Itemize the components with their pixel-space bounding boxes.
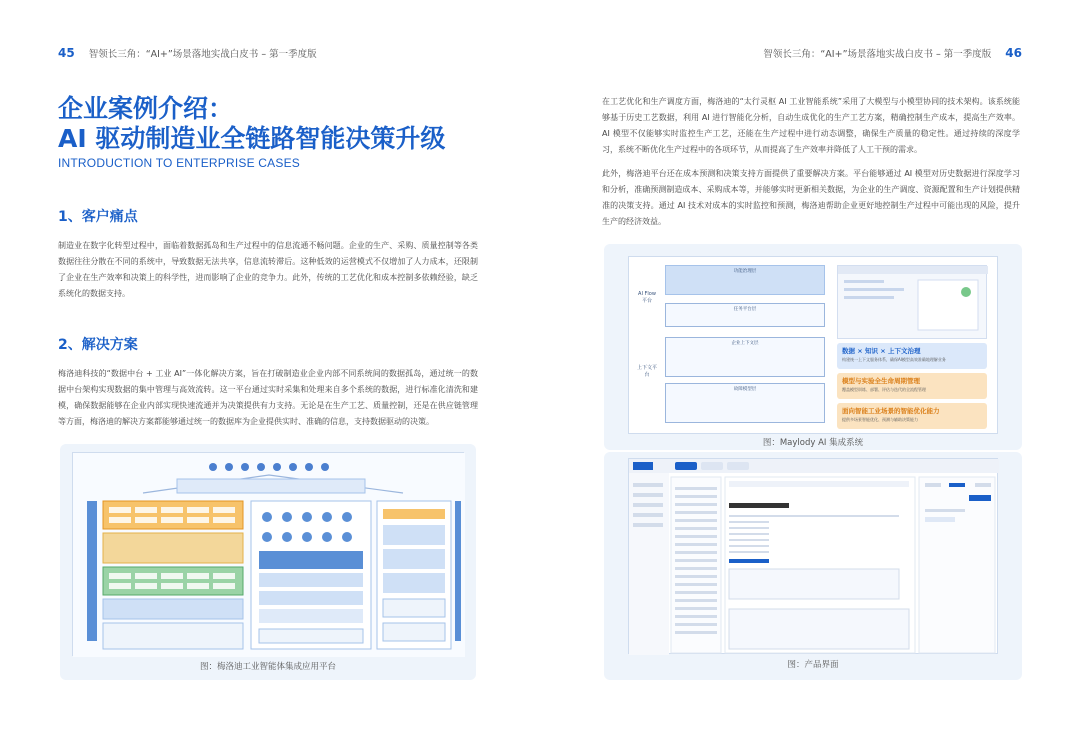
header-title: 智领长三角：“AI+”场景落地实战白皮书 – 第一季度版: [88, 49, 317, 60]
section-heading-pain-points: 1、客户痛点: [58, 209, 138, 225]
figure-caption-platform: 图：梅洛迪工业智能体集成应用平台: [199, 662, 336, 672]
section-text-pain-points: 制造业在数字化转型过程中，面临着数据孤岛和生产过程中的信息流通不畅问题。企业的生产、采购、质量控制等各类数据往往分散在不同的系统中，导致数据无法共享，信息流转滞后。这种低效的运营模式不仅增加了人力成本，还限制了企业在生产效率和决策上的科学性，进而影响了企业的竞争力。此外，传统的工艺优化和成本控制多依赖经验，缺乏系统化的数据支持。: [58, 241, 478, 298]
right-page: [540, 0, 1080, 738]
figure-product-ui: [604, 452, 1022, 680]
box-context-layer: 企业上下文层: [665, 337, 825, 377]
platform-diagram-image: [72, 452, 464, 656]
side-label-context: 上下文平台: [637, 365, 658, 378]
page-number: 45: [58, 46, 75, 60]
product-ui-screenshot: [628, 458, 998, 654]
page-title-line2: AI 驱动制造业全链路智能决策升级: [58, 124, 446, 153]
paragraph-cost-prediction: 此外，梅洛迪平台还在成本预测和决策支持方面提供了重要解决方案。平台能够通过 AI 模型对历史数据进行深度学习和分析，准确预测制造成本、采购成本等，并能够实时更新相关数据，为企业的生产调度、资源配置和生产计划提供精准的决策支持。通过 AI 技术对成本的实时监控和预测，梅洛迪帮助企业更好地控制生产过程中可能出现的风险，提升生产的经济效益。: [602, 169, 1020, 226]
header-title: 智领长三角：“AI+”场景落地实战白皮书 – 第一季度版: [763, 49, 992, 60]
section-text-solution: 梅洛迪科技的“数据中台 + 工业 AI”一体化解决方案，旨在打破制造业企业内部不同系统间的数据孤岛，通过统一的数据中台架构实现数据的集中管理与高效流转。这一平台通过实时采集和处理来自多个系统的数据，进行标准化清洗和建模，确保数据能够在企业内部实现快速流通并为决策提供有力支持。无论是在生产工艺、质量控制，还是在供应链管理等方面，梅洛迪的解决方案都能够通过统一的数据库为企业提供实时、准确的信息，支持数据驱动的决策。: [58, 369, 478, 426]
figure-ai-system: [604, 244, 1022, 450]
callout-model-lifecycle: 模型与实验全生命周期管理 覆盖模型训练、部署、评估与迭代的全流程管理: [837, 373, 987, 399]
box-fault-layer: 故障模型层: [665, 383, 825, 423]
box-task-layer: 任务平台层: [665, 303, 825, 327]
page-number: 46: [1005, 46, 1022, 60]
side-label-aiflow: AI Flow 平台: [638, 291, 656, 304]
page-header: [763, 46, 1022, 60]
box-function-layer: 功能治理层: [665, 265, 825, 295]
ai-system-screenshot: [837, 265, 987, 339]
page-title-english: INTRODUCTION TO ENTERPRISE CASES: [58, 156, 300, 170]
platform-diagram-icon: [73, 453, 465, 657]
ai-system-diagram: [628, 256, 998, 434]
page-header: [58, 46, 317, 60]
figure-caption-ai-system: 图：Maylody AI 集成系统: [762, 438, 864, 448]
section-heading-solution: 2、解决方案: [58, 337, 138, 353]
screenshot-icon: [838, 266, 988, 340]
callout-data-knowledge: 数据 × 知识 × 上下文治理 构建统一上下文服务体系，确保AI模型高效准确地理解业务: [837, 343, 987, 369]
page-title-line1: 企业案例介绍：: [58, 94, 234, 123]
product-ui-icon: [629, 459, 999, 655]
figure-caption-product-ui: 图：产品界面: [787, 660, 839, 670]
callout-industrial-optimization: 面向智能工业场景的智能优化能力 提供多场景智能优化、预测与辅助决策能力: [837, 403, 987, 429]
figure-platform: [60, 444, 476, 680]
paragraph-process-optimization: 在工艺优化和生产调度方面，梅洛迪的“太行灵枢 AI 工业智能系统”采用了大模型与小模型协同的技术架构。该系统能够基于历史工艺数据，利用 AI 进行智能化分析，自动生成优化的生产工艺方案，精确控制生产成本，提高生产效率。AI 模型不仅能够实时监控生产工艺，还能在生产过程中进行动态调整，确保生产质量的稳定性。通过持续的深度学习，系统不断优化生产过程中的各项环节，从而提高了生产效率并降低了人工干预的需求。: [602, 97, 1020, 154]
